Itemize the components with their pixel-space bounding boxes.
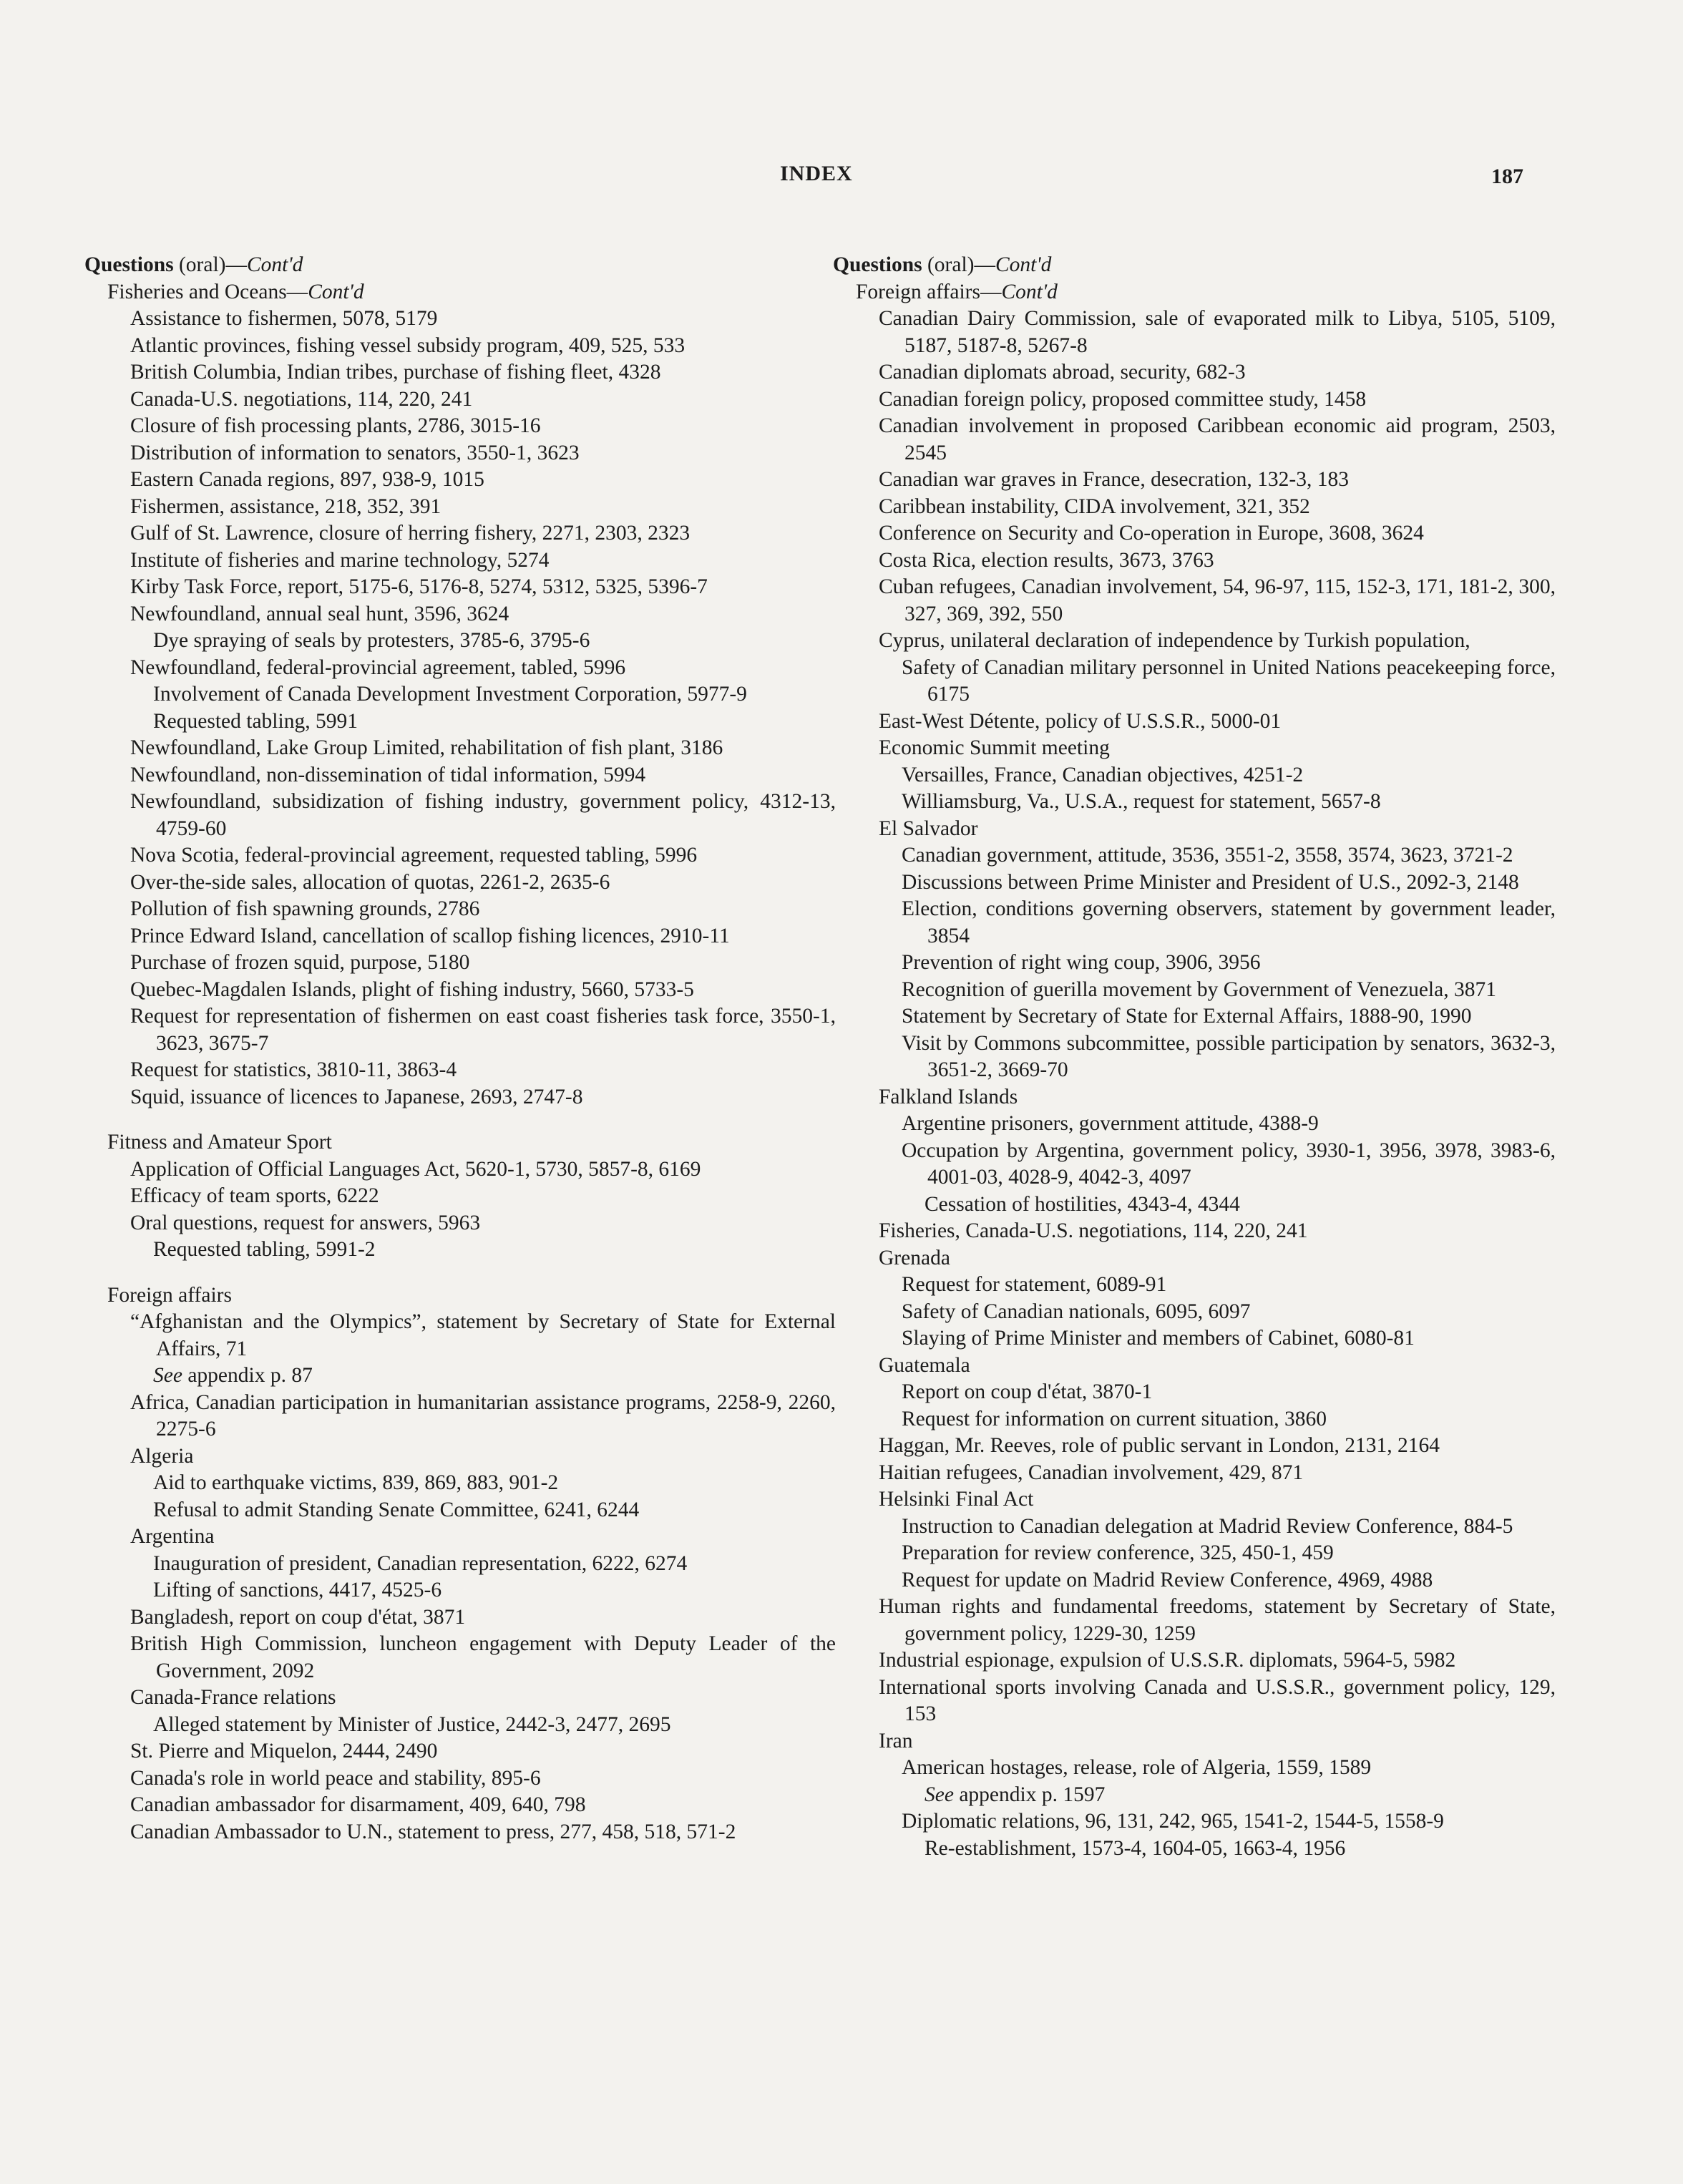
- index-heading: Questions (oral)—Cont'd: [84, 253, 303, 276]
- index-subentry: Requested tabling, 5991-2: [153, 1238, 376, 1261]
- index-subentry: American hostages, release, role of Algeria, 1559, 1589: [902, 1756, 1372, 1779]
- index-entry: Nova Scotia, federal-provincial agreement, requested tabling, 5996: [130, 844, 698, 867]
- running-title: INDEX: [780, 162, 853, 185]
- index-entry: Guatemala: [879, 1353, 970, 1377]
- index-entry: Newfoundland, non-dissemination of tidal information, 5994: [130, 763, 646, 786]
- index-entry: St. Pierre and Miquelon, 2444, 2490: [130, 1740, 438, 1763]
- index-entry: Costa Rica, election results, 3673, 3763: [879, 548, 1214, 572]
- index-entry: Conference on Security and Co-operation in Europe, 3608, 3624: [879, 522, 1424, 545]
- index-entry: Grenada: [879, 1246, 950, 1269]
- index-subentry: Preparation for review conference, 325, 450-1, 459: [902, 1541, 1334, 1564]
- page-number: 187: [1491, 165, 1523, 188]
- index-subentry: Visit by Commons subcommittee, possible participation by senators, 3632-3, 3651-2, 3669-70: [902, 1031, 1556, 1081]
- index-entry: Gulf of St. Lawrence, closure of herring fishery, 2271, 2303, 2323: [130, 522, 691, 545]
- index-entry: Fisheries, Canada-U.S. negotiations, 114, 220, 241: [879, 1219, 1308, 1242]
- index-subentry: Diplomatic relations, 96, 131, 242, 965, 1541-2, 1544-5, 1558-9: [902, 1810, 1444, 1833]
- index-subentry: Instruction to Canadian delegation at Madrid Review Conference, 884-5: [902, 1514, 1513, 1538]
- index-subentry: Lifting of sanctions, 4417, 4525-6: [153, 1579, 442, 1602]
- index-entry: Canadian Dairy Commission, sale of evaporated milk to Libya, 5105, 5109, 5187, 5187-8, 5267-8: [879, 307, 1556, 357]
- index-subentry: Safety of Canadian military personnel in United Nations peacekeeping force, 6175: [902, 655, 1556, 706]
- index-entry: Cyprus, unilateral declaration of independence by Turkish population,: [879, 629, 1470, 652]
- index-entry: Canadian involvement in proposed Caribbean economic aid program, 2503, 2545: [879, 414, 1556, 464]
- index-entry: Iran: [879, 1729, 913, 1752]
- index-entry: Newfoundland, Lake Group Limited, rehabilitation of fish plant, 3186: [130, 736, 723, 759]
- index-subentry: Request for update on Madrid Review Conference, 4969, 4988: [902, 1568, 1433, 1591]
- index-subheading: Fisheries and Oceans—Cont'd: [107, 280, 364, 303]
- index-subentry: Aid to earthquake victims, 839, 869, 883, 901-2: [153, 1471, 559, 1494]
- index-entry: Argentina: [130, 1525, 215, 1548]
- index-subentry: Refusal to admit Standing Senate Committee, 6241, 6244: [153, 1498, 640, 1521]
- index-entry: East-West Détente, policy of U.S.S.R., 5000-01: [879, 709, 1282, 733]
- index-subentry: Discussions between Prime Minister and President of U.S., 2092-3, 2148: [902, 870, 1519, 894]
- index-subentry: Alleged statement by Minister of Justice, 2442-3, 2477, 2695: [153, 1712, 671, 1736]
- index-entry: Application of Official Languages Act, 5620-1, 5730, 5857-8, 6169: [130, 1157, 701, 1181]
- right-column: [833, 252, 1556, 1862]
- index-entry: Assistance to fishermen, 5078, 5179: [130, 307, 438, 330]
- index-subentry: Statement by Secretary of State for External Affairs, 1888-90, 1990: [902, 1005, 1472, 1028]
- index-entry: Institute of fisheries and marine technology, 5274: [130, 548, 550, 572]
- index-see-reference: See appendix p. 87: [153, 1364, 313, 1387]
- index-entry: Purchase of frozen squid, purpose, 5180: [130, 951, 470, 974]
- index-entry: Bangladesh, report on coup d'état, 3871: [130, 1605, 466, 1629]
- index-see-reference: See appendix p. 1597: [925, 1783, 1106, 1806]
- index-subentry: Williamsburg, Va., U.S.A., request for statement, 5657-8: [902, 790, 1381, 813]
- index-subentry: Request for statement, 6089-91: [902, 1273, 1167, 1296]
- index-subentry: Occupation by Argentina, government policy, 3930-1, 3956, 3978, 3983-6, 4001-03, 4028-9, 4042-3, 4097: [902, 1139, 1556, 1189]
- index-entry: Request for statistics, 3810-11, 3863-4: [130, 1058, 457, 1081]
- index-entry: Canadian Ambassador to U.N., statement to press, 277, 458, 518, 571-2: [130, 1820, 736, 1843]
- index-entry: Kirby Task Force, report, 5175-6, 5176-8, 5274, 5312, 5325, 5396-7: [130, 575, 708, 598]
- index-entry: Fishermen, assistance, 218, 352, 391: [130, 494, 442, 518]
- index-entry: Canadian ambassador for disarmament, 409, 640, 798: [130, 1793, 586, 1816]
- index-entry: Newfoundland, subsidization of fishing industry, government policy, 4312-13, 4759-60: [130, 790, 836, 840]
- index-entry: British High Commission, luncheon engagement with Deputy Leader of the Government, 2092: [130, 1632, 836, 1682]
- index-entry: Canada-France relations: [130, 1686, 336, 1709]
- index-subentry: Election, conditions governing observers, statement by government leader, 3854: [902, 897, 1556, 947]
- index-entry: Quebec-Magdalen Islands, plight of fishing industry, 5660, 5733-5: [130, 978, 694, 1001]
- index-entry: Distribution of information to senators, 3550-1, 3623: [130, 441, 580, 464]
- index-subentry: Prevention of right wing coup, 3906, 3956: [902, 951, 1261, 974]
- index-entry: Canada's role in world peace and stability, 895-6: [130, 1766, 541, 1790]
- index-entry: Algeria: [130, 1444, 194, 1468]
- index-entry: Pollution of fish spawning grounds, 2786: [130, 897, 480, 920]
- index-subentry: Request for information on current situation, 3860: [902, 1407, 1327, 1430]
- index-entry: Africa, Canadian participation in humanitarian assistance programs, 2258-9, 2260, 2275-6: [130, 1390, 836, 1440]
- index-subentry: Inauguration of president, Canadian representation, 6222, 6274: [153, 1551, 688, 1575]
- index-subentry: Versailles, France, Canadian objectives, 4251-2: [902, 763, 1304, 786]
- index-entry: International sports involving Canada and U.S.S.R., government policy, 129, 153: [879, 1675, 1556, 1725]
- index-entry: Canadian diplomats abroad, security, 682-3: [879, 361, 1246, 384]
- index-subentry: Canadian government, attitude, 3536, 3551-2, 3558, 3574, 3623, 3721-2: [902, 844, 1513, 867]
- left-column: [84, 252, 836, 1846]
- index-entry: Canada-U.S. negotiations, 114, 220, 241: [130, 387, 473, 411]
- index-entry: Economic Summit meeting: [879, 736, 1110, 759]
- index-entry: Cuban refugees, Canadian involvement, 54, 96-97, 115, 152-3, 171, 181-2, 300, 327, 369, 392, 550: [879, 575, 1556, 625]
- index-entry: Falkland Islands: [879, 1085, 1018, 1108]
- index-entry: Newfoundland, federal-provincial agreement, tabled, 5996: [130, 655, 626, 679]
- index-subentry: Requested tabling, 5991: [153, 709, 358, 733]
- index-subentry: Re-establishment, 1573-4, 1604-05, 1663-4, 1956: [925, 1836, 1346, 1860]
- index-entry: Closure of fish processing plants, 2786, 3015-16: [130, 414, 541, 437]
- index-entry: Haitian refugees, Canadian involvement, 429, 871: [879, 1461, 1304, 1484]
- index-subheading: Foreign affairs—Cont'd: [856, 280, 1058, 303]
- index-entry: El Salvador: [879, 816, 978, 840]
- index-entry: Eastern Canada regions, 897, 938-9, 1015: [130, 468, 484, 491]
- index-subentry: Recognition of guerilla movement by Government of Venezuela, 3871: [902, 978, 1496, 1001]
- index-entry: Human rights and fundamental freedoms, statement by Secretary of State, government policy, 1229-30, 1259: [879, 1595, 1556, 1645]
- index-subentry: Safety of Canadian nationals, 6095, 6097: [902, 1300, 1251, 1323]
- index-entry: Over-the-side sales, allocation of quotas, 2261-2, 2635-6: [130, 870, 610, 894]
- index-entry: Squid, issuance of licences to Japanese, 2693, 2747-8: [130, 1085, 583, 1108]
- index-entry: Request for representation of fishermen on east coast fisheries task force, 3550-1, 3623, 3675-7: [130, 1005, 836, 1055]
- index-subentry: Argentine prisoners, government attitude, 4388-9: [902, 1112, 1319, 1135]
- index-subentry: Cessation of hostilities, 4343-4, 4344: [925, 1192, 1240, 1216]
- index-entry: Helsinki Final Act: [879, 1488, 1034, 1511]
- index-subheading: Fitness and Amateur Sport: [107, 1131, 332, 1154]
- index-entry: Canadian war graves in France, desecration, 132-3, 183: [879, 468, 1349, 491]
- index-entry: Efficacy of team sports, 6222: [130, 1184, 379, 1207]
- index-entry: Caribbean instability, CIDA involvement, 321, 352: [879, 494, 1310, 518]
- index-entry: Atlantic provinces, fishing vessel subsidy program, 409, 525, 533: [130, 333, 686, 357]
- index-entry: Haggan, Mr. Reeves, role of public servant in London, 2131, 2164: [879, 1434, 1440, 1457]
- index-subentry: Involvement of Canada Development Investment Corporation, 5977-9: [153, 683, 747, 706]
- index-subheading: Foreign affairs: [107, 1283, 232, 1307]
- index-entry: Oral questions, request for answers, 5963: [130, 1211, 481, 1234]
- index-subentry: Dye spraying of seals by protesters, 3785-6, 3795-6: [153, 629, 590, 652]
- index-entry: British Columbia, Indian tribes, purchase of fishing fleet, 4328: [130, 361, 661, 384]
- index-subentry: Slaying of Prime Minister and members of Cabinet, 6080-81: [902, 1327, 1415, 1350]
- index-entry: Newfoundland, annual seal hunt, 3596, 3624: [130, 602, 509, 625]
- index-heading: Questions (oral)—Cont'd: [833, 253, 1052, 276]
- index-subentry: Report on coup d'état, 3870-1: [902, 1380, 1153, 1403]
- index-entry: Canadian foreign policy, proposed committee study, 1458: [879, 387, 1367, 411]
- index-entry: Industrial espionage, expulsion of U.S.S.R. diplomats, 5964-5, 5982: [879, 1649, 1456, 1672]
- index-entry: Prince Edward Island, cancellation of scallop fishing licences, 2910-11: [130, 924, 730, 947]
- index-entry: “Afghanistan and the Olympics”, statement by Secretary of State for External Affairs, 71: [130, 1310, 836, 1360]
